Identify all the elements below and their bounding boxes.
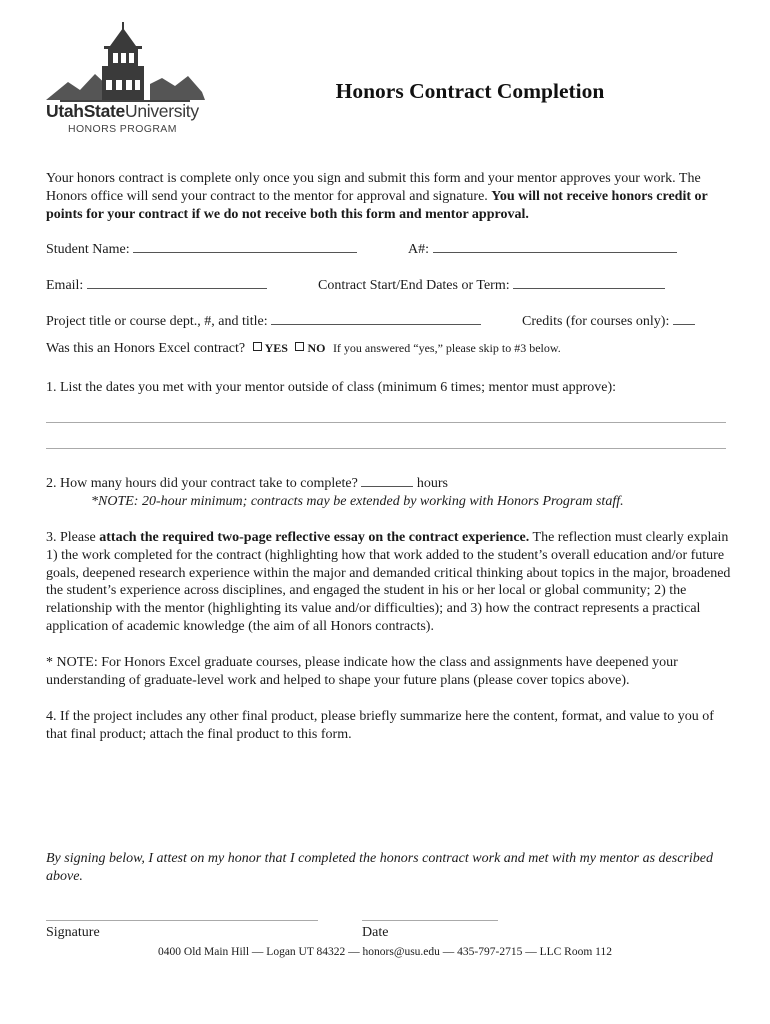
email-row xyxy=(46,278,267,294)
yes-label: YES xyxy=(264,341,288,355)
credits-label: Credits (for courses only): xyxy=(522,314,670,329)
excel-question: Was this an Honors Excel contract? xyxy=(46,341,246,356)
q1-text: 1. List the dates you met with your mentor outside of class (minimum 6 times; mentor must approve): xyxy=(46,380,617,395)
project-title-label: Project title or course dept., #, and title: xyxy=(46,314,268,329)
yes-checkbox[interactable] xyxy=(253,342,262,351)
contract-dates-row xyxy=(318,278,665,294)
date-label: Date xyxy=(362,925,389,940)
q3-note: * NOTE: For Honors Excel graduate courses, please indicate how the class and assignments have deepened your understanding of graduate-level work and helped to shape your future plans (please cover topics above). xyxy=(46,655,678,688)
student-name-label: Student Name: xyxy=(46,242,130,257)
logo-wordmark: UtahStateUniversity xyxy=(46,101,199,121)
project-title-field[interactable] xyxy=(271,324,481,325)
footer-contact: 0400 Old Main Hill — Logan UT 84322 — honors@usu.edu — 435-797-2715 — LLC Room 112 xyxy=(158,946,612,958)
a-number-field[interactable] xyxy=(433,252,677,253)
signature-line[interactable] xyxy=(46,920,318,921)
attestation: By signing below, I attest on my honor that I completed the honors contract work and met with my mentor as described above. xyxy=(46,851,713,884)
student-name-field[interactable] xyxy=(133,252,357,253)
hours-field[interactable] xyxy=(361,486,413,487)
q1-answer-line-1[interactable] xyxy=(46,422,726,423)
excel-note: If you answered “yes,” please skip to #3 below. xyxy=(332,341,561,355)
q2-row xyxy=(46,476,448,492)
contract-dates-label: Contract Start/End Dates or Term: xyxy=(318,278,510,293)
date-line[interactable] xyxy=(362,920,498,921)
student-name-row xyxy=(46,242,357,258)
email-field[interactable] xyxy=(87,288,267,289)
old-main-tower-icon xyxy=(40,22,205,107)
logo-subtitle: HONORS PROGRAM xyxy=(68,123,177,135)
a-number-row xyxy=(408,242,677,258)
excel-row xyxy=(46,341,561,357)
no-checkbox[interactable] xyxy=(295,342,304,351)
intro-paragraph: Your honors contract is complete only once you sign and submit this form and your mentor approves your work. The Honors office will send your contract to the mentor for approval and signature. You will not receive honors credit or points for your contract if we do not receive both this form and mentor approval. xyxy=(46,171,708,222)
email-label: Email: xyxy=(46,278,84,293)
q1-answer-line-2[interactable] xyxy=(46,448,726,449)
q3-paragraph: 3. Please attach the required two-page reflective essay on the contract experience. The reflection must clearly explain 1) the work completed for the contract (highlighting how that work added to the student’s overall education and/or future goals, deepened research experience within the major and demanded critical thinking about topics in the major, broadened the student’s experience across disciplines, and engaged the student in his or her local or global community; 2) the relationship with the mentor (highlighting its value and/or difficulties); and 3) how the contract represents a practical application of academic knowledge (the aim of all Honors contracts). xyxy=(46,530,731,634)
page-title: Honors Contract Completion xyxy=(335,79,605,103)
credits-field[interactable] xyxy=(673,324,695,325)
credits-row xyxy=(522,314,695,330)
q2-text: 2. How many hours did your contract take to complete? xyxy=(46,476,358,491)
no-label: NO xyxy=(307,341,326,355)
q2-note: *NOTE: 20-hour minimum; contracts may be extended by working with Honors Program staff. xyxy=(91,494,624,509)
signature-label: Signature xyxy=(46,925,100,940)
hours-label: hours xyxy=(416,476,448,491)
a-number-label: A#: xyxy=(408,242,429,257)
contract-dates-field[interactable] xyxy=(513,288,665,289)
project-title-row xyxy=(46,314,481,330)
q4-paragraph: 4. If the project includes any other final product, please briefly summarize here the content, format, and value to you of that final product; attach the final product to this form. xyxy=(46,709,714,742)
